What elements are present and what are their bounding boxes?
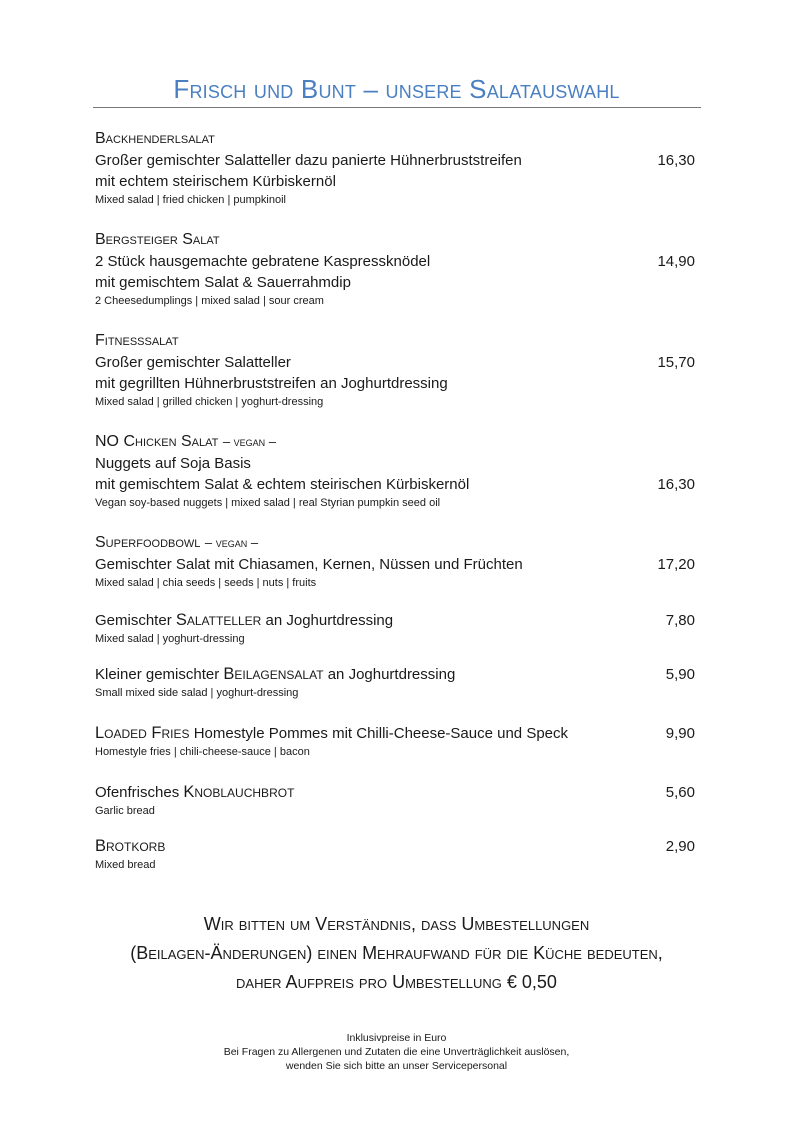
item-english: 2 Cheesedumplings | mixed salad | sour cream — [95, 295, 324, 307]
item-name: Salatteller — [175, 611, 262, 629]
item-description: mit gemischtem Salat & Sauerrahmdip — [95, 274, 351, 291]
item-english: Mixed salad | grilled chicken | yoghurt-dressing — [95, 396, 324, 408]
item-price: 15,70 — [657, 354, 695, 371]
item-description: an Joghurtdressing — [261, 612, 394, 629]
item-price: 5,90 — [665, 666, 695, 683]
item-name: Brotkorb — [95, 837, 166, 855]
item-price: 16,30 — [657, 152, 695, 169]
item-price: 16,30 — [657, 476, 695, 493]
vegan-label: – vegan – — [204, 535, 259, 550]
item-english: Garlic bread — [95, 805, 155, 817]
change-surcharge-notice — [60, 910, 733, 997]
item-description: Großer gemischter Salatteller dazu panierte Hühnerbruststreifen — [95, 152, 522, 169]
item-prefix: Ofenfrisches — [95, 784, 184, 801]
menu-item-beilagensalat — [95, 664, 695, 701]
item-english: Mixed salad | fried chicken | pumpkinoil — [95, 194, 286, 206]
menu-item-no-chicken-salat — [95, 431, 695, 511]
item-title-line — [95, 610, 615, 631]
item-price: 5,60 — [665, 784, 695, 801]
item-description: Nuggets auf Soja Basis — [95, 455, 251, 472]
item-description: mit echtem steirischem Kürbiskernöl — [95, 173, 336, 190]
item-title-line — [95, 664, 615, 685]
item-name: Knoblauchbrot — [183, 783, 295, 801]
menu-item-salatteller — [95, 610, 695, 647]
item-name: Superfoodbowl — [95, 534, 201, 551]
item-price: 2,90 — [665, 838, 695, 855]
item-prefix: Kleiner gemischter — [95, 666, 224, 683]
item-english: Mixed salad | yoghurt-dressing — [95, 633, 245, 645]
item-description: mit gegrillten Hühnerbruststreifen an Joghurtdressing — [95, 375, 448, 392]
item-description: Homestyle Pommes mit Chilli-Cheese-Sauce und Speck — [189, 725, 569, 742]
item-description: Großer gemischter Salatteller — [95, 354, 291, 371]
footer-line: wenden Sie sich bitte an unser Servicepersonal — [285, 1060, 508, 1072]
page-title: Frisch und Bunt – unsere Salatauswahl — [173, 74, 620, 104]
item-name-row — [95, 532, 695, 554]
menu-item-brotkorb — [95, 836, 695, 873]
notice-line: daher Aufpreis pro Umbestellung € 0,50 — [236, 972, 557, 992]
item-title-line — [95, 723, 615, 744]
footer-line: Bei Fragen zu Allergenen und Zutaten die eine Unverträglichkeit auslösen, — [223, 1046, 570, 1058]
item-title-line — [95, 836, 615, 857]
item-english: Vegan soy-based nuggets | mixed salad | real Styrian pumpkin seed oil — [95, 497, 441, 509]
salad-menu — [95, 128, 695, 873]
menu-item-superfoodbowl — [95, 532, 695, 591]
item-name-row — [95, 431, 695, 453]
item-description: mit gemischtem Salat & echtem steirischen Kürbiskernöl — [95, 476, 470, 493]
menu-item-backhenderlsalat — [95, 128, 695, 208]
menu-item-fitnesssalat — [95, 330, 695, 410]
menu-item-loaded-fries — [95, 723, 695, 760]
footer-line: Inklusivpreise in Euro — [346, 1032, 447, 1044]
item-english: Homestyle fries | chili-cheese-sauce | bacon — [95, 746, 310, 758]
item-description: an Joghurtdressing — [323, 666, 456, 683]
item-name: Fitnesssalat — [95, 332, 179, 349]
item-title-line — [95, 782, 615, 803]
item-description: 2 Stück hausgemachte gebratene Kaspressknödel — [95, 253, 431, 270]
item-name: Bergsteiger Salat — [95, 231, 220, 248]
item-english: Mixed salad | chia seeds | seeds | nuts | fruits — [95, 577, 317, 589]
item-name: Beilagensalat — [223, 665, 324, 683]
item-price: 14,90 — [657, 253, 695, 270]
item-name: Backhenderlsalat — [95, 130, 215, 147]
menu-item-bergsteiger-salat — [95, 229, 695, 309]
item-name: Loaded Fries — [95, 724, 190, 742]
menu-item-knoblauchbrot — [95, 782, 695, 819]
item-prefix: Gemischter — [95, 612, 176, 629]
item-price: 9,90 — [665, 725, 695, 742]
item-price: 17,20 — [657, 556, 695, 573]
item-price: 7,80 — [665, 612, 695, 629]
notice-line: (Beilagen-Änderungen) einen Mehraufwand für die Küche bedeuten, — [130, 943, 663, 963]
item-name: NO Chicken Salat — [95, 433, 219, 450]
item-english: Mixed bread — [95, 859, 156, 871]
notice-line: Wir bitten um Verständnis, dass Umbestellungen — [203, 914, 590, 934]
item-english: Small mixed side salad | yoghurt-dressing — [95, 687, 299, 699]
item-description: Gemischter Salat mit Chiasamen, Kernen, Nüssen und Früchten — [95, 556, 523, 573]
title-divider — [93, 107, 701, 108]
footer-note — [100, 1031, 693, 1073]
vegan-label: – vegan – — [222, 434, 277, 449]
